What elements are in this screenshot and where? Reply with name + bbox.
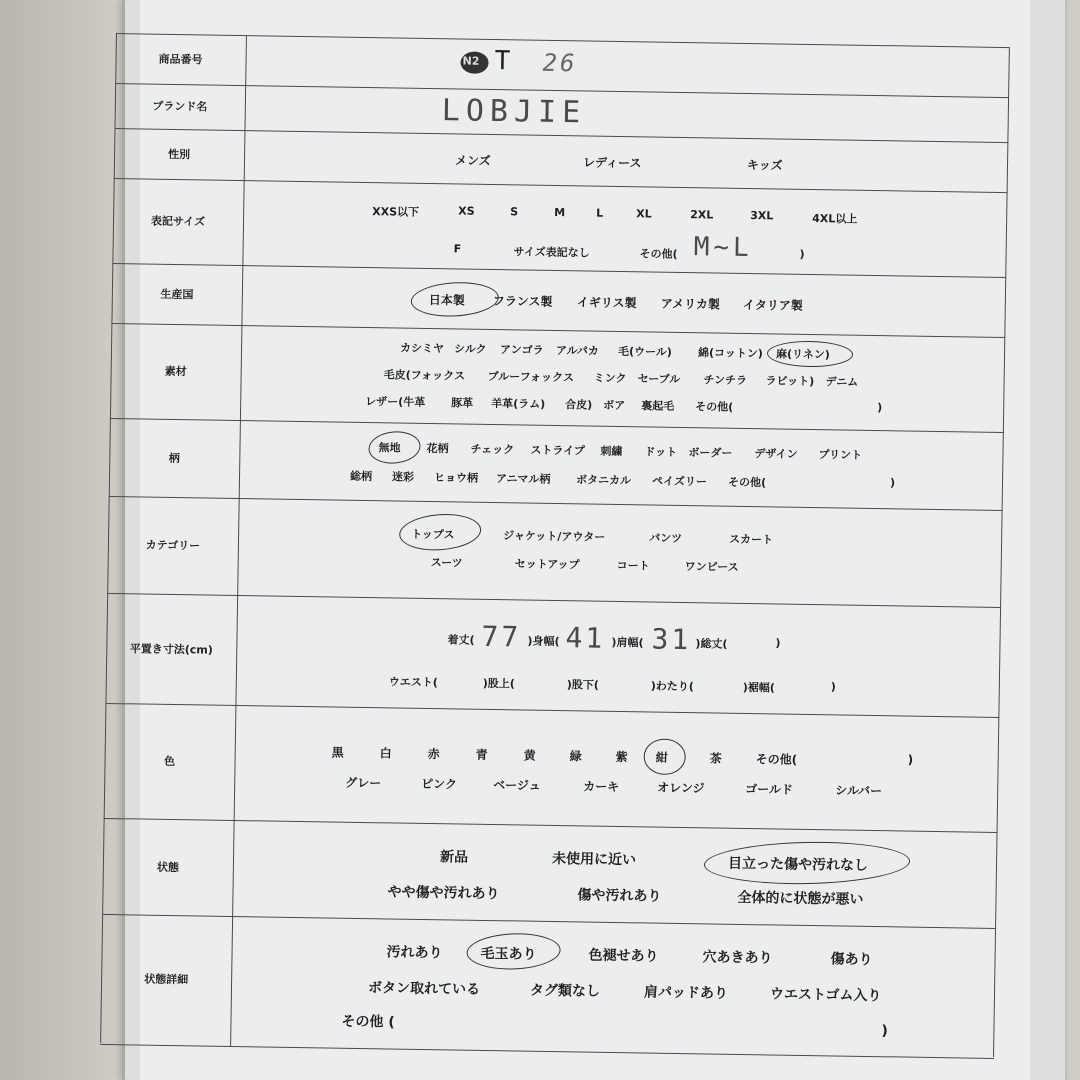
pattern-design: デザイン: [754, 447, 798, 461]
size-xs: XS: [458, 204, 475, 218]
origin-italy: イタリア製: [742, 297, 803, 313]
material-mink: ミンク: [593, 371, 627, 386]
measure-total-close: ): [775, 636, 781, 650]
measure-shoulder-value: 31: [651, 622, 692, 657]
detail-shoulder-pads: 肩パッドあり: [643, 984, 729, 1002]
material-other: その他(: [695, 400, 734, 414]
detail-pilling: 毛玉あり: [480, 945, 537, 963]
color-pink: ピンク: [421, 776, 458, 792]
measure-rise: )股上(: [482, 676, 515, 691]
material-wool: 毛(ウール): [617, 344, 672, 359]
condition-detail-content: [231, 917, 996, 1058]
origin-japan: 日本製: [428, 292, 465, 308]
material-boa: ボア: [603, 398, 626, 413]
category-onepiece: ワンピース: [684, 560, 739, 574]
product-number-value: 26: [542, 48, 578, 78]
label-condition: 状態: [102, 819, 234, 917]
color-other: その他(: [755, 752, 798, 767]
row-category: [107, 496, 1002, 608]
origin-usa: アメリカ製: [660, 296, 721, 312]
pattern-leopard: ヒョウ柄: [433, 471, 479, 485]
size-s: S: [510, 205, 519, 219]
measure-waist: ウエスト(: [388, 675, 438, 690]
material-linen: 麻(リネン): [775, 347, 830, 362]
measure-hem-close: ): [830, 680, 836, 694]
size-none: サイズ表記なし: [513, 245, 590, 260]
row-condition: [102, 818, 997, 929]
color-gold: ゴールド: [745, 782, 794, 797]
label-measurements: [105, 594, 238, 706]
color-orange: オレンジ: [657, 780, 705, 796]
row-size: [112, 178, 1007, 278]
detail-fading: 色褪せあり: [588, 947, 659, 965]
label-brand: ブランド名: [114, 84, 246, 131]
material-cotton: 綿(コットン): [697, 346, 763, 361]
pattern-other: その他(: [727, 475, 767, 490]
measure-total-label: )総丈(: [695, 637, 728, 651]
color-green: 緑: [569, 749, 582, 764]
detail-scratch: 傷あり: [830, 951, 873, 969]
material-fur-fox: 毛皮(フォックス: [383, 368, 466, 383]
material-synthetic: 合皮): [565, 398, 593, 412]
material-other-close: ): [877, 401, 883, 415]
size-f: F: [453, 242, 462, 256]
label-material: 素材: [110, 324, 242, 421]
condition-nearly-unused: 未使用に近い: [551, 850, 637, 869]
category-pants: パンツ: [649, 531, 683, 545]
condition-no-damage: 目立った傷や汚れなし: [727, 855, 869, 874]
color-silver: シルバー: [835, 783, 883, 799]
material-sable: セーブル: [637, 372, 681, 386]
size-m: M: [554, 205, 566, 220]
condition-damage: 傷や汚れあり: [577, 887, 662, 905]
measure-length-value: 77: [481, 619, 522, 654]
category-jacket: ジャケット/アウター: [503, 529, 606, 544]
material-cashmere: カシミヤ: [399, 341, 445, 356]
row-condition-detail: [100, 914, 996, 1059]
detail-other: その他 (: [341, 1013, 395, 1031]
pattern-other-close: ): [889, 476, 896, 490]
label-size: 表記サイズ: [112, 179, 244, 266]
color-gray: グレー: [345, 775, 382, 791]
size-4xl: 4XL以上: [812, 211, 858, 226]
pattern-floral: 花柄: [426, 441, 449, 456]
label-product-number: 商品番号: [115, 34, 247, 86]
pattern-paisley: ペイズリー: [651, 474, 708, 489]
pattern-check: チェック: [470, 442, 515, 457]
row-pattern: [109, 418, 1004, 511]
size-other-close: ): [799, 247, 805, 261]
color-khaki: カーキ: [583, 779, 620, 795]
color-white: 白: [379, 746, 392, 761]
color-black: 黒: [331, 745, 344, 760]
option-mens: メンズ: [454, 153, 491, 168]
detail-button-missing: ボタン取れている: [367, 980, 481, 998]
label-pattern: 柄: [109, 419, 241, 499]
label-condition-detail: 状態詳細: [100, 915, 233, 1046]
label-gender: 性別: [114, 129, 246, 181]
material-leather-cow: レザー(牛革: [365, 395, 426, 409]
size-2xl: 2XL: [690, 208, 714, 222]
material-lamb: 羊革(ラム): [491, 396, 546, 411]
size-xxs: XXS以下: [372, 205, 420, 219]
pattern-print: プリント: [818, 448, 863, 462]
material-angora: アンゴラ: [499, 343, 544, 357]
label-measurements-line2: (cm): [184, 643, 213, 657]
material-blue-fox: ブルーフォックス: [487, 369, 575, 385]
measure-shoulder-label: )肩幅(: [611, 635, 644, 650]
pattern-camo: 迷彩: [391, 470, 415, 484]
material-brushed: 裏起毛: [641, 399, 675, 413]
material-pig: 豚革: [451, 396, 474, 410]
pattern-stripe: ストライプ: [530, 443, 585, 458]
pattern-dot: ドット: [644, 445, 678, 459]
condition-content: [233, 821, 997, 929]
measurements-content: [236, 596, 1001, 718]
category-content: [238, 499, 1002, 608]
size-l: L: [596, 206, 604, 220]
pattern-plain: 無地: [378, 441, 401, 455]
size-3xl: 3XL: [750, 209, 774, 223]
condition-form: [100, 33, 1010, 1057]
measure-thigh: )わたり(: [650, 679, 694, 694]
material-denim: デニム: [825, 375, 859, 389]
pattern-animal: アニマル柄: [495, 472, 551, 486]
measure-width-value: 41: [565, 621, 606, 655]
category-skirt: スカート: [729, 532, 774, 547]
brand-value: LOBJIE: [441, 93, 587, 131]
origin-uk: イギリス製: [576, 295, 637, 311]
measure-length-label: 着丈(: [447, 633, 475, 647]
pattern-embroidery: 刺繍: [600, 444, 623, 459]
detail-other-close: ): [881, 1023, 888, 1040]
size-other-value: M~L: [693, 232, 753, 264]
color-red: 赤: [427, 747, 440, 762]
pattern-botanical: ボタニカル: [575, 473, 632, 488]
row-measurements: [105, 593, 1001, 718]
detail-elastic-waist: ウエストゴム入り: [769, 986, 882, 1005]
pattern-content: [240, 421, 1004, 511]
measure-inseam: )股下(: [566, 678, 599, 692]
detail-no-tags: タグ類なし: [529, 982, 601, 1000]
option-ladies: レディース: [582, 155, 642, 171]
detail-holes: 穴あきあり: [702, 949, 773, 967]
pattern-all-over: 総柄: [349, 469, 373, 484]
measure-hem: )裾幅(: [742, 680, 775, 695]
row-color: [104, 703, 1000, 833]
label-color: 色: [104, 704, 237, 821]
category-suit: スーツ: [430, 556, 463, 570]
material-alpaca: アルパカ: [555, 343, 599, 358]
pattern-border: ボーダー: [688, 446, 733, 460]
category-coat: コート: [616, 558, 650, 573]
detail-dirty: 汚れあり: [386, 944, 443, 962]
color-navy: 紺: [655, 750, 668, 765]
material-content: [241, 326, 1005, 433]
material-silk: シルク: [453, 342, 487, 356]
color-other-close: ): [907, 752, 914, 767]
color-brown: 茶: [709, 751, 722, 766]
material-rabbit: ラビット): [765, 374, 815, 389]
size-xl: XL: [636, 207, 652, 221]
category-setup: セットアップ: [514, 557, 580, 572]
product-number-code: T: [494, 45, 514, 77]
label-category: カテゴリー: [107, 497, 240, 596]
color-beige: ベージュ: [493, 778, 541, 793]
category-tops: トップス: [411, 527, 455, 542]
label-measurements-line1: 平置き寸法: [129, 642, 185, 657]
condition-slight-damage: やや傷や汚れあり: [387, 884, 500, 903]
row-material: [110, 323, 1005, 433]
condition-poor: 全体的に状態が悪い: [737, 889, 864, 908]
condition-new: 新品: [439, 849, 469, 866]
size-content: [243, 181, 1007, 278]
label-origin: 生産国: [111, 264, 243, 326]
product-number-prefix: N2: [462, 54, 480, 68]
color-yellow: 黄: [523, 748, 536, 763]
measure-width-label: )身幅(: [527, 634, 560, 649]
material-chinchilla: チンチラ: [703, 373, 748, 387]
color-blue: 青: [475, 747, 488, 762]
option-kids: キッズ: [746, 157, 783, 173]
color-content: [235, 706, 1000, 833]
size-other: その他(: [639, 247, 678, 261]
origin-france: フランス製: [492, 293, 553, 309]
color-purple: 紫: [615, 749, 628, 765]
